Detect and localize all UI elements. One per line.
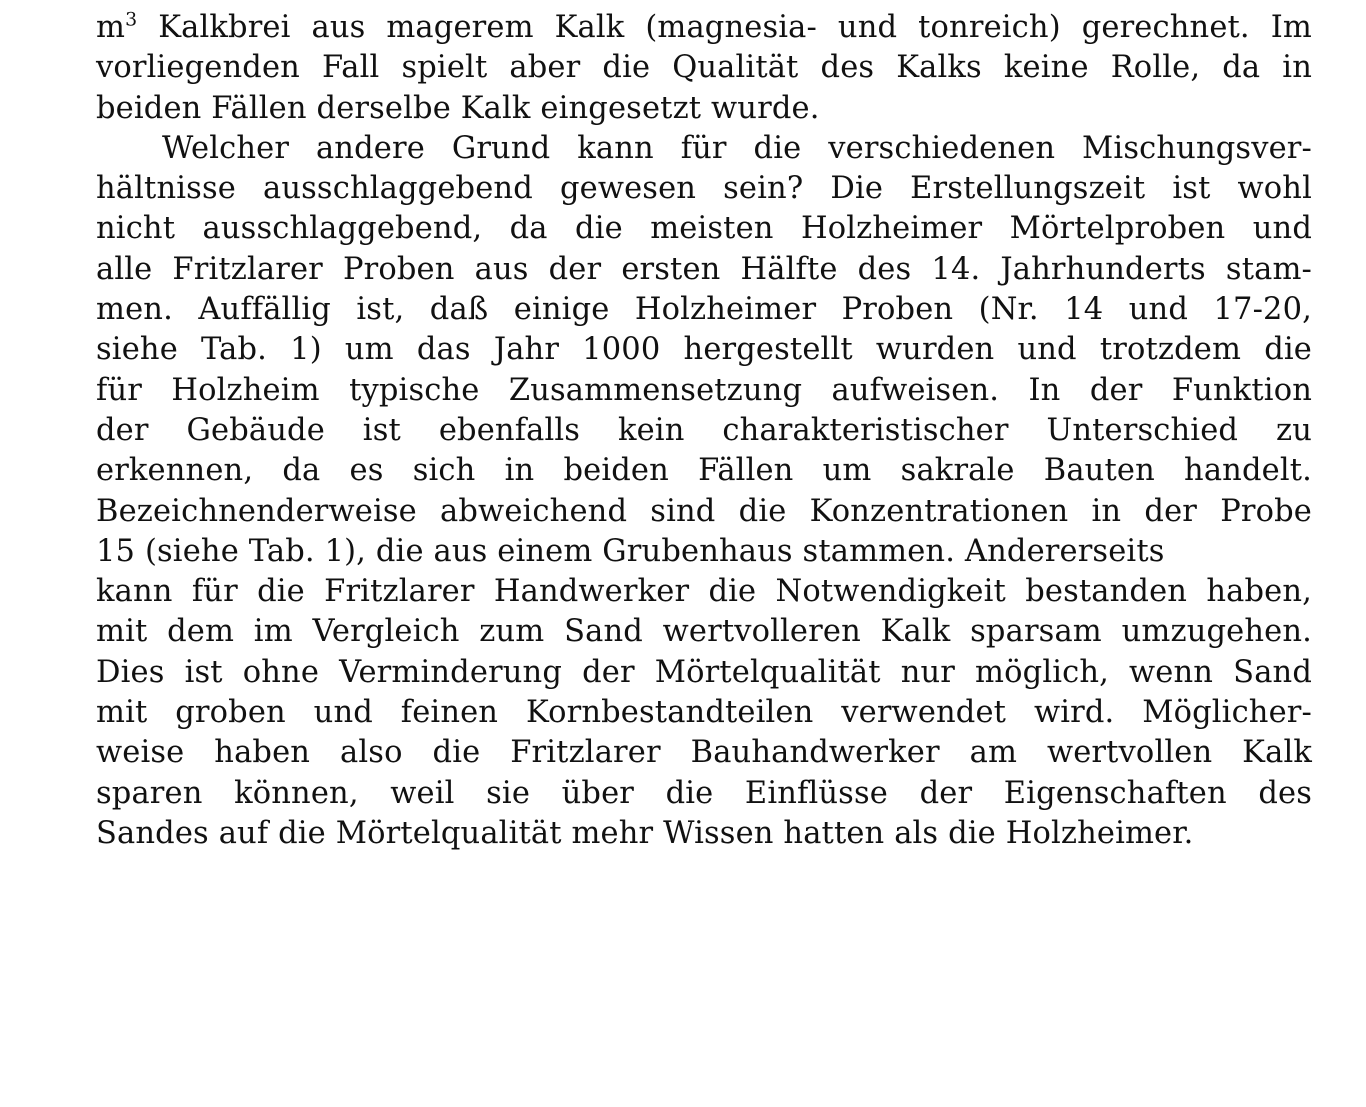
text-line: hältnisse ausschlaggebend gewesen sein? Die Erstellungszeit ist wohl: [96, 171, 1312, 207]
text-line: erkennen, da es sich in beiden Fällen um sakrale Bauten handelt.: [96, 453, 1312, 489]
paragraph-1: [96, 8, 1312, 129]
text-line: nicht ausschlaggebend, da die meisten Holzheimer Mörtelproben und: [96, 211, 1312, 247]
text-line: vorliegenden Fall spielt aber die Qualität des Kalks keine Rolle, da in: [96, 50, 1312, 86]
text-line: sparen können, weil sie über die Einflüsse der Eigenschaften des: [96, 775, 1312, 811]
text-line: [96, 8, 1312, 48]
text-line: 15 (siehe Tab. 1), die aus einem Grubenhaus stammen. Andererseits: [96, 533, 1165, 569]
text-line: kann für die Fritzlarer Handwerker die Notwendigkeit bestanden haben,: [96, 574, 1312, 610]
text-line: Bezeichnenderweise abweichend sind die Konzentrationen in der Probe: [96, 493, 1312, 529]
text-line: weise haben also die Fritzlarer Bauhandwerker am wertvollen Kalk: [96, 735, 1312, 771]
text-line: Welcher andere Grund kann für die verschiedenen Mischungsver-: [162, 130, 1312, 166]
text-line: men. Auffällig ist, daß einige Holzheimer Proben (Nr. 14 und 17-20,: [96, 292, 1312, 328]
text-fragment: m: [96, 10, 126, 45]
paragraph-2: [96, 129, 1312, 854]
text-line: mit groben und feinen Kornbestandteilen verwendet wird. Möglicher-: [96, 695, 1312, 731]
text-line: für Holzheim typische Zusammensetzung aufweisen. In der Funktion: [96, 372, 1312, 408]
text-line: Sandes auf die Mörtelqualität mehr Wissen hatten als die Holzheimer.: [96, 815, 1194, 851]
text-line: mit dem im Vergleich zum Sand wertvolleren Kalk sparsam umzugehen.: [96, 614, 1312, 650]
text-line: Dies ist ohne Verminderung der Mörtelqualität nur möglich, wenn Sand: [96, 654, 1312, 690]
superscript-exponent: 3: [125, 8, 138, 31]
text-line: alle Fritzlarer Proben aus der ersten Hälfte des 14. Jahrhunderts stam-: [96, 251, 1312, 287]
document-page: [96, 8, 1312, 854]
text-line: der Gebäude ist ebenfalls kein charakteristischer Unterschied zu: [96, 412, 1312, 448]
text-line: beiden Fällen derselbe Kalk eingesetzt wurde.: [96, 90, 820, 126]
text-fragment: Kalkbrei aus magerem Kalk (magnesia- und tonreich) gerechnet. Im: [137, 10, 1312, 45]
text-line: siehe Tab. 1) um das Jahr 1000 hergestellt wurden und trotzdem die: [96, 332, 1312, 368]
